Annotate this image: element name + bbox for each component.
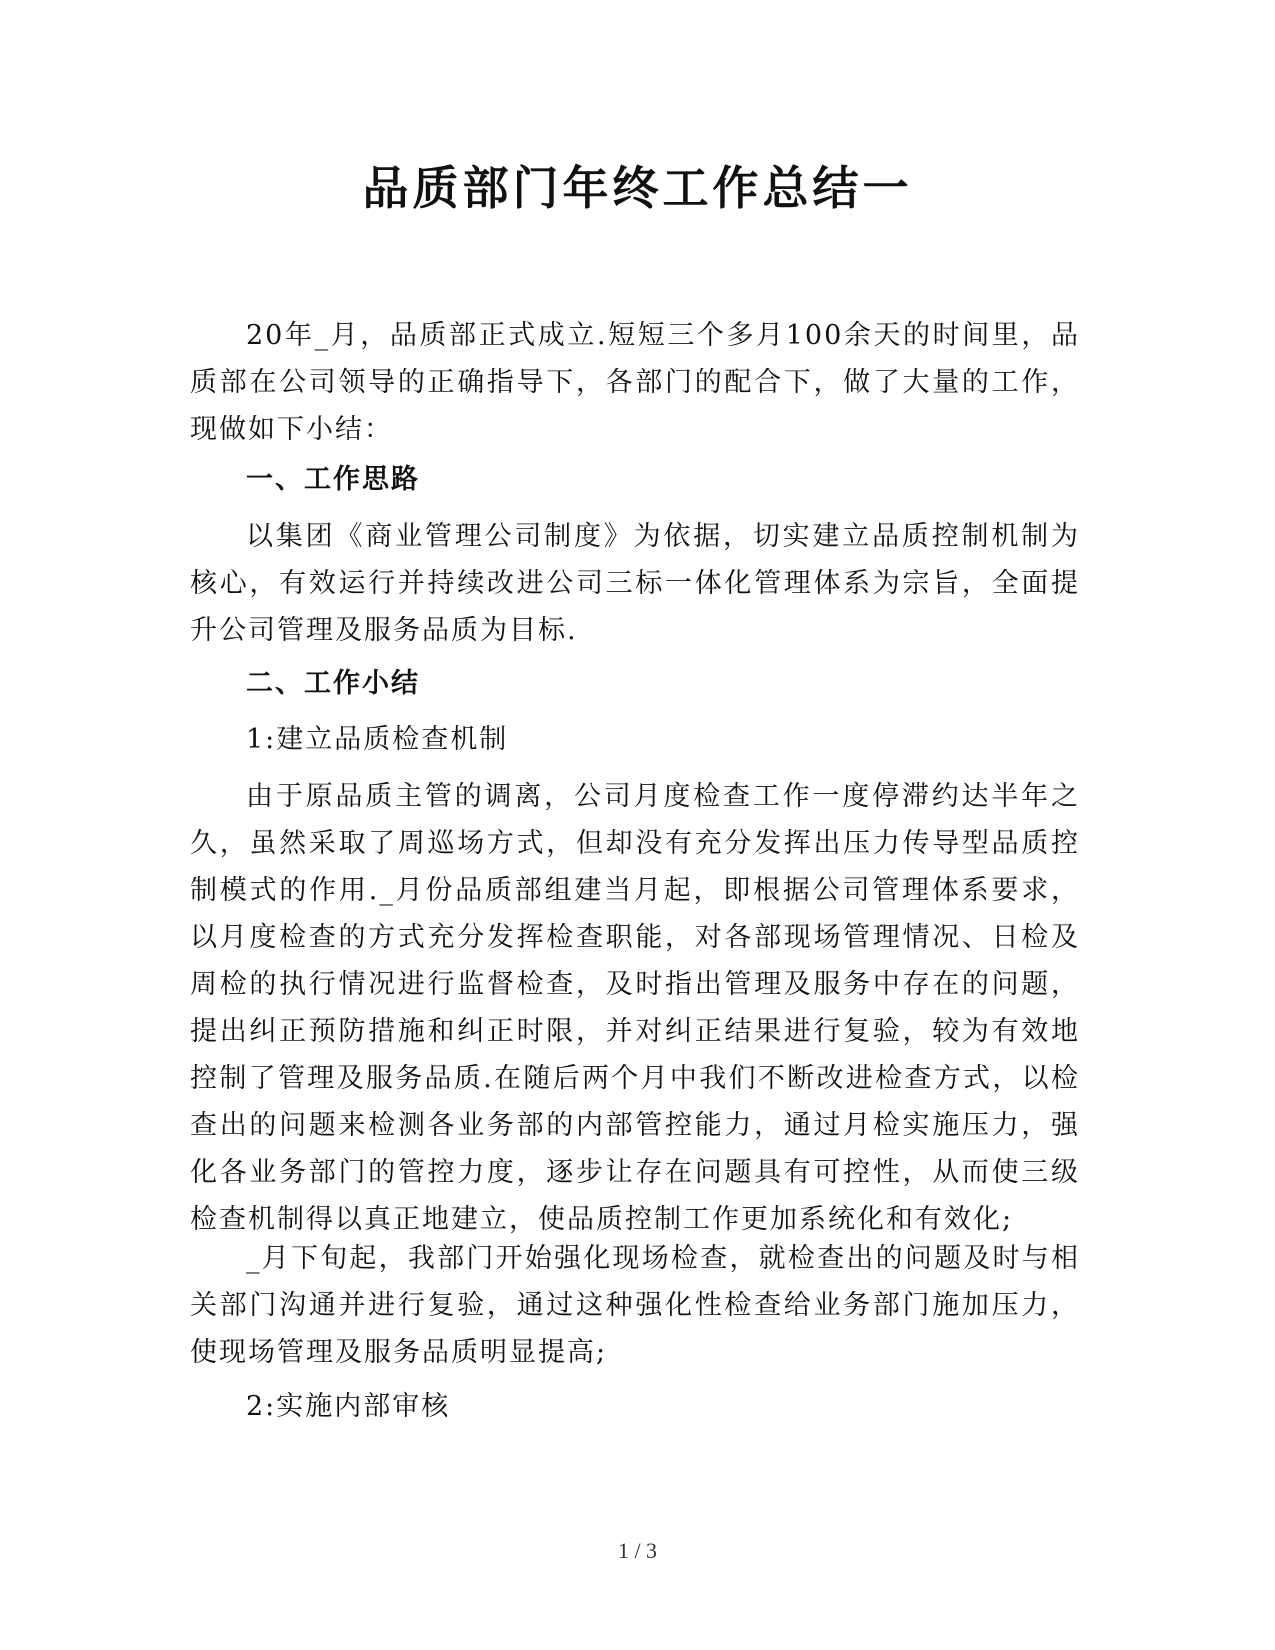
- section-heading-work-summary: 二、工作小结: [246, 668, 420, 699]
- subsection-heading-inspection-mechanism: 1:建立品质检查机制: [246, 724, 509, 755]
- subsection-heading-internal-audit: 2:实施内部审核: [246, 1391, 451, 1422]
- page-number: 1 / 3: [617, 1538, 658, 1563]
- work-approach-paragraph: 以集团《商业管理公司制度》为依据，切实建立品质控制机制为核心，有效运行并持续改进公司三标一体化管理体系为宗旨，全面提升公司管理及服务品质为目标.: [190, 521, 1080, 646]
- inspection-mechanism-paragraph: 由于原品质主管的调离，公司月度检查工作一度停滞约达半年之久，虽然采取了周巡场方式，但却没有充分发挥出压力传导型品质控制模式的作用._月份品质部组建当月起，即根据公司管理体系要求，以月度检查的方式充分发挥检查职能，对各部现场管理情况、日检及周检的执行情况进行监督检查，及时指出管理及服务中存在的问题，提出纠正预防措施和纠正时限，并对纠正结果进行复验，较为有效地控制了管理及服务品质.在随后两个月中我们不断改进检查方式，以检查出的问题来检测各业务部的内部管控能力，通过月检实施压力，强化各业务部门的管控力度，逐步让存在问题具有可控性，从而使三级检查机制得以真正地建立，使品质控制工作更加系统化和有效化;: [190, 781, 1080, 1235]
- intro-paragraph: 20年_月，品质部正式成立.短短三个多月100余天的时间里，品质部在公司领导的正确指导下，各部门的配合下，做了大量的工作，现做如下小结：: [190, 320, 1080, 445]
- onsite-inspection-paragraph: _月下旬起，我部门开始强化现场检查，就检查出的问题及时与相关部门沟通并进行复验，通过这种强化性检查给业务部门施加压力，使现场管理及服务品质明显提高;: [190, 1243, 1080, 1368]
- section-heading-work-approach: 一、工作思路: [246, 464, 420, 495]
- document-title: 品质部门年终工作总结一: [362, 161, 913, 215]
